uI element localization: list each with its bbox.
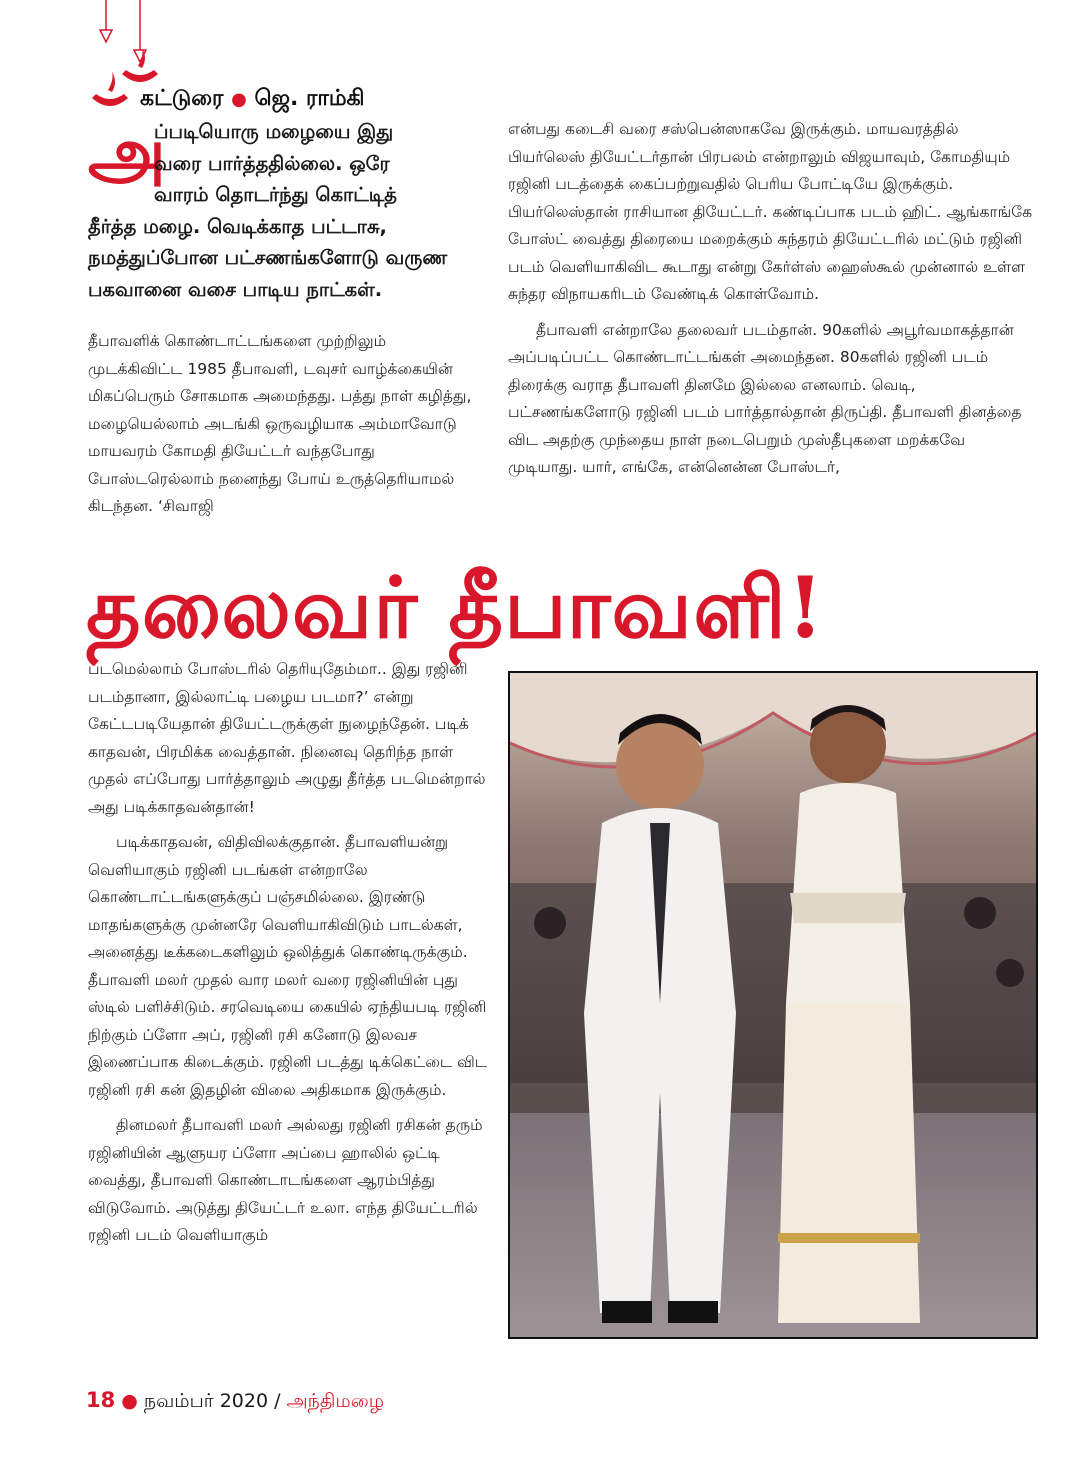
lead-rest: தீர்த்த மழை. வெடிக்காத பட்டாசு, நமத்துப்போன பட்சணங்களோடு வருண பகவானை வசை பாடிய நாட்கள்.: [88, 214, 448, 301]
author-name: ஜெ. ராம்கி: [254, 86, 365, 111]
column-left-top: [88, 328, 480, 529]
lead-line-2: வரை பார்த்ததில்லை. ஒரே: [154, 151, 390, 175]
page-number: 18: [86, 1388, 116, 1412]
paragraph: தீபாவளிக் கொண்டாட்டங்களை முற்றிலும் முடக்கிவிட்ட 1985 தீபாவளி, டவுசர் வாழ்க்கையின் மிகப்பெரும் சோகமாக அமைந்தது. பத்து நாள் கழித்து, மழையெல்லாம் அடங்கி ஒருவழியாக அம்மாவோடு மாயவரம் கோமதி தியேட்டர் வந்தபோது போஸ்டரெல்லாம் நனைந்து போய் உருத்தெரியாமல் கிடந்தன. ‘சிவாஜி: [88, 332, 472, 515]
lead-line-1: ப்படியொரு மழையை இது: [154, 120, 394, 143]
section-label: கட்டுரை: [140, 86, 224, 111]
footer-separator: ●: [121, 1390, 138, 1412]
lead-line-3: வாரம் தொடர்ந்து கொட்டித்: [154, 183, 397, 206]
paragraph: தினமலர் தீபாவளி மலர் அல்லது ரஜினி ரசிகன் தரும் ரஜினியின் ஆளுயர ப்ளோ அப்பை ஹாலில் ஒட்டி வைத்து, தீபாவளி கொண்டாடங்களை ஆரம்பித்து விடுவோம். அடுத்து தியேட்டர் உலா. எந்த தியேட்டரில் ரஜினி படம் வெளியாகும்: [88, 1116, 483, 1244]
issue-date: நவம்பர் 2020: [143, 1390, 269, 1412]
paragraph: என்பது கடைசி வரை சஸ்பென்ஸாகவே இருக்கும். மாயவரத்தில் பியர்லெஸ் தியேட்டர்தான் பிரபலம் என்றாலும் விஜயாவும், கோமதியும் ரஜினி படத்தைக் கைப்பற்றுவதில் பெரிய போட்டியே இருக்கும். பியர்லெஸ்தான் ராசியான தியேட்டர். கண்டிப்பாக படம் ஹிட். ஆங்காங்கே போஸ்ட் வைத்து திரையை மறைக்கும் சுந்தரம் தியேட்டரில் மட்டும் ரஜினி படம் வெளியாகிவிட கூடாது என்று கேர்ள்ஸ் ஹைஸ்கூல் முன்னால் உள்ள சுந்தர விநாயகரிடம் வேண்டிக் கொள்வோம்.: [508, 120, 1033, 303]
byline: [140, 86, 365, 114]
paragraph: படிக்காதவன், விதிவிலக்குதான். தீபாவளியன்று வெளியாகும் ரஜினி படங்கள் என்றாலே கொண்டாட்டங்களுக்குப் பஞ்சமில்லை. இரண்டு மாதங்களுக்கு முன்னரே வெளியாகிவிடும் பாடல்கள், அனைத்து டீக்கடைகளிலும் ஒலித்துக் கொண்டிருக்கும். தீபாவளி மலர் முதல் வார மலர் வரை ரஜினியின் புது ஸ்டில் பளிச்சிடும். சரவெடியை கையில் ஏந்தியபடி ரஜினி நிற்கும் ப்ளோ அப், ரஜினி ரசி கனோடு இலவச இணைப்பாக கிடைக்கும். ரஜினி படத்து டிக்கெட்டை விட ரஜினி ரசி கன் இதழின் விலை அதிகமாக இருக்கும்.: [88, 833, 488, 1099]
lead-paragraph: [88, 111, 470, 305]
footer-slash: /: [274, 1390, 281, 1412]
page-footer: [86, 1388, 384, 1414]
drop-cap: அ: [88, 111, 166, 194]
headline: தலைவர் தீபாவளி!: [86, 558, 825, 657]
paragraph: தீபாவளி என்றாலே தலைவர் படம்தான். 90களில் அபூர்வமாகத்தான் அப்படிப்பட்ட கொண்டாட்டங்கள் அமைந்தன. 80களில் ரஜினி படம் திரைக்கு வராத தீபாவளி தினமே இல்லை எனலாம். வெடி, பட்சணங்களோடு ரஜினி படம் பார்த்தால்தான் திருப்தி. தீபாவளி தினத்தை விட அதற்கு முந்தைய நாள் நடைபெறும் முஸ்தீபுகளை மறக்கவே முடியாது. யார், எங்கே, என்னென்ன போஸ்டர்,: [508, 320, 1022, 476]
paragraph: படமெல்லாம் போஸ்டரில் தெரியுதேம்மா.. இது ரஜினி படம்தானா, இல்லாட்டி பழைய படமா?’ என்று கேட்டபடியேதான் தியேட்டருக்குள் நுழைந்தேன். படிக் காதவன், பிரமிக்க வைத்தான். நினைவு தெரிந்த நாள் முதல் எப்போது பார்த்தாலும் அழுது தீர்த்த படமென்றால் அது படிக்காதவன்தான்!: [88, 660, 486, 816]
magazine-name: அந்திமழை: [286, 1390, 384, 1412]
film-still-photo: [508, 671, 1038, 1339]
column-right-top: [508, 116, 1038, 490]
column-left-bottom: [88, 656, 488, 1258]
byline-separator: ●: [231, 89, 247, 110]
